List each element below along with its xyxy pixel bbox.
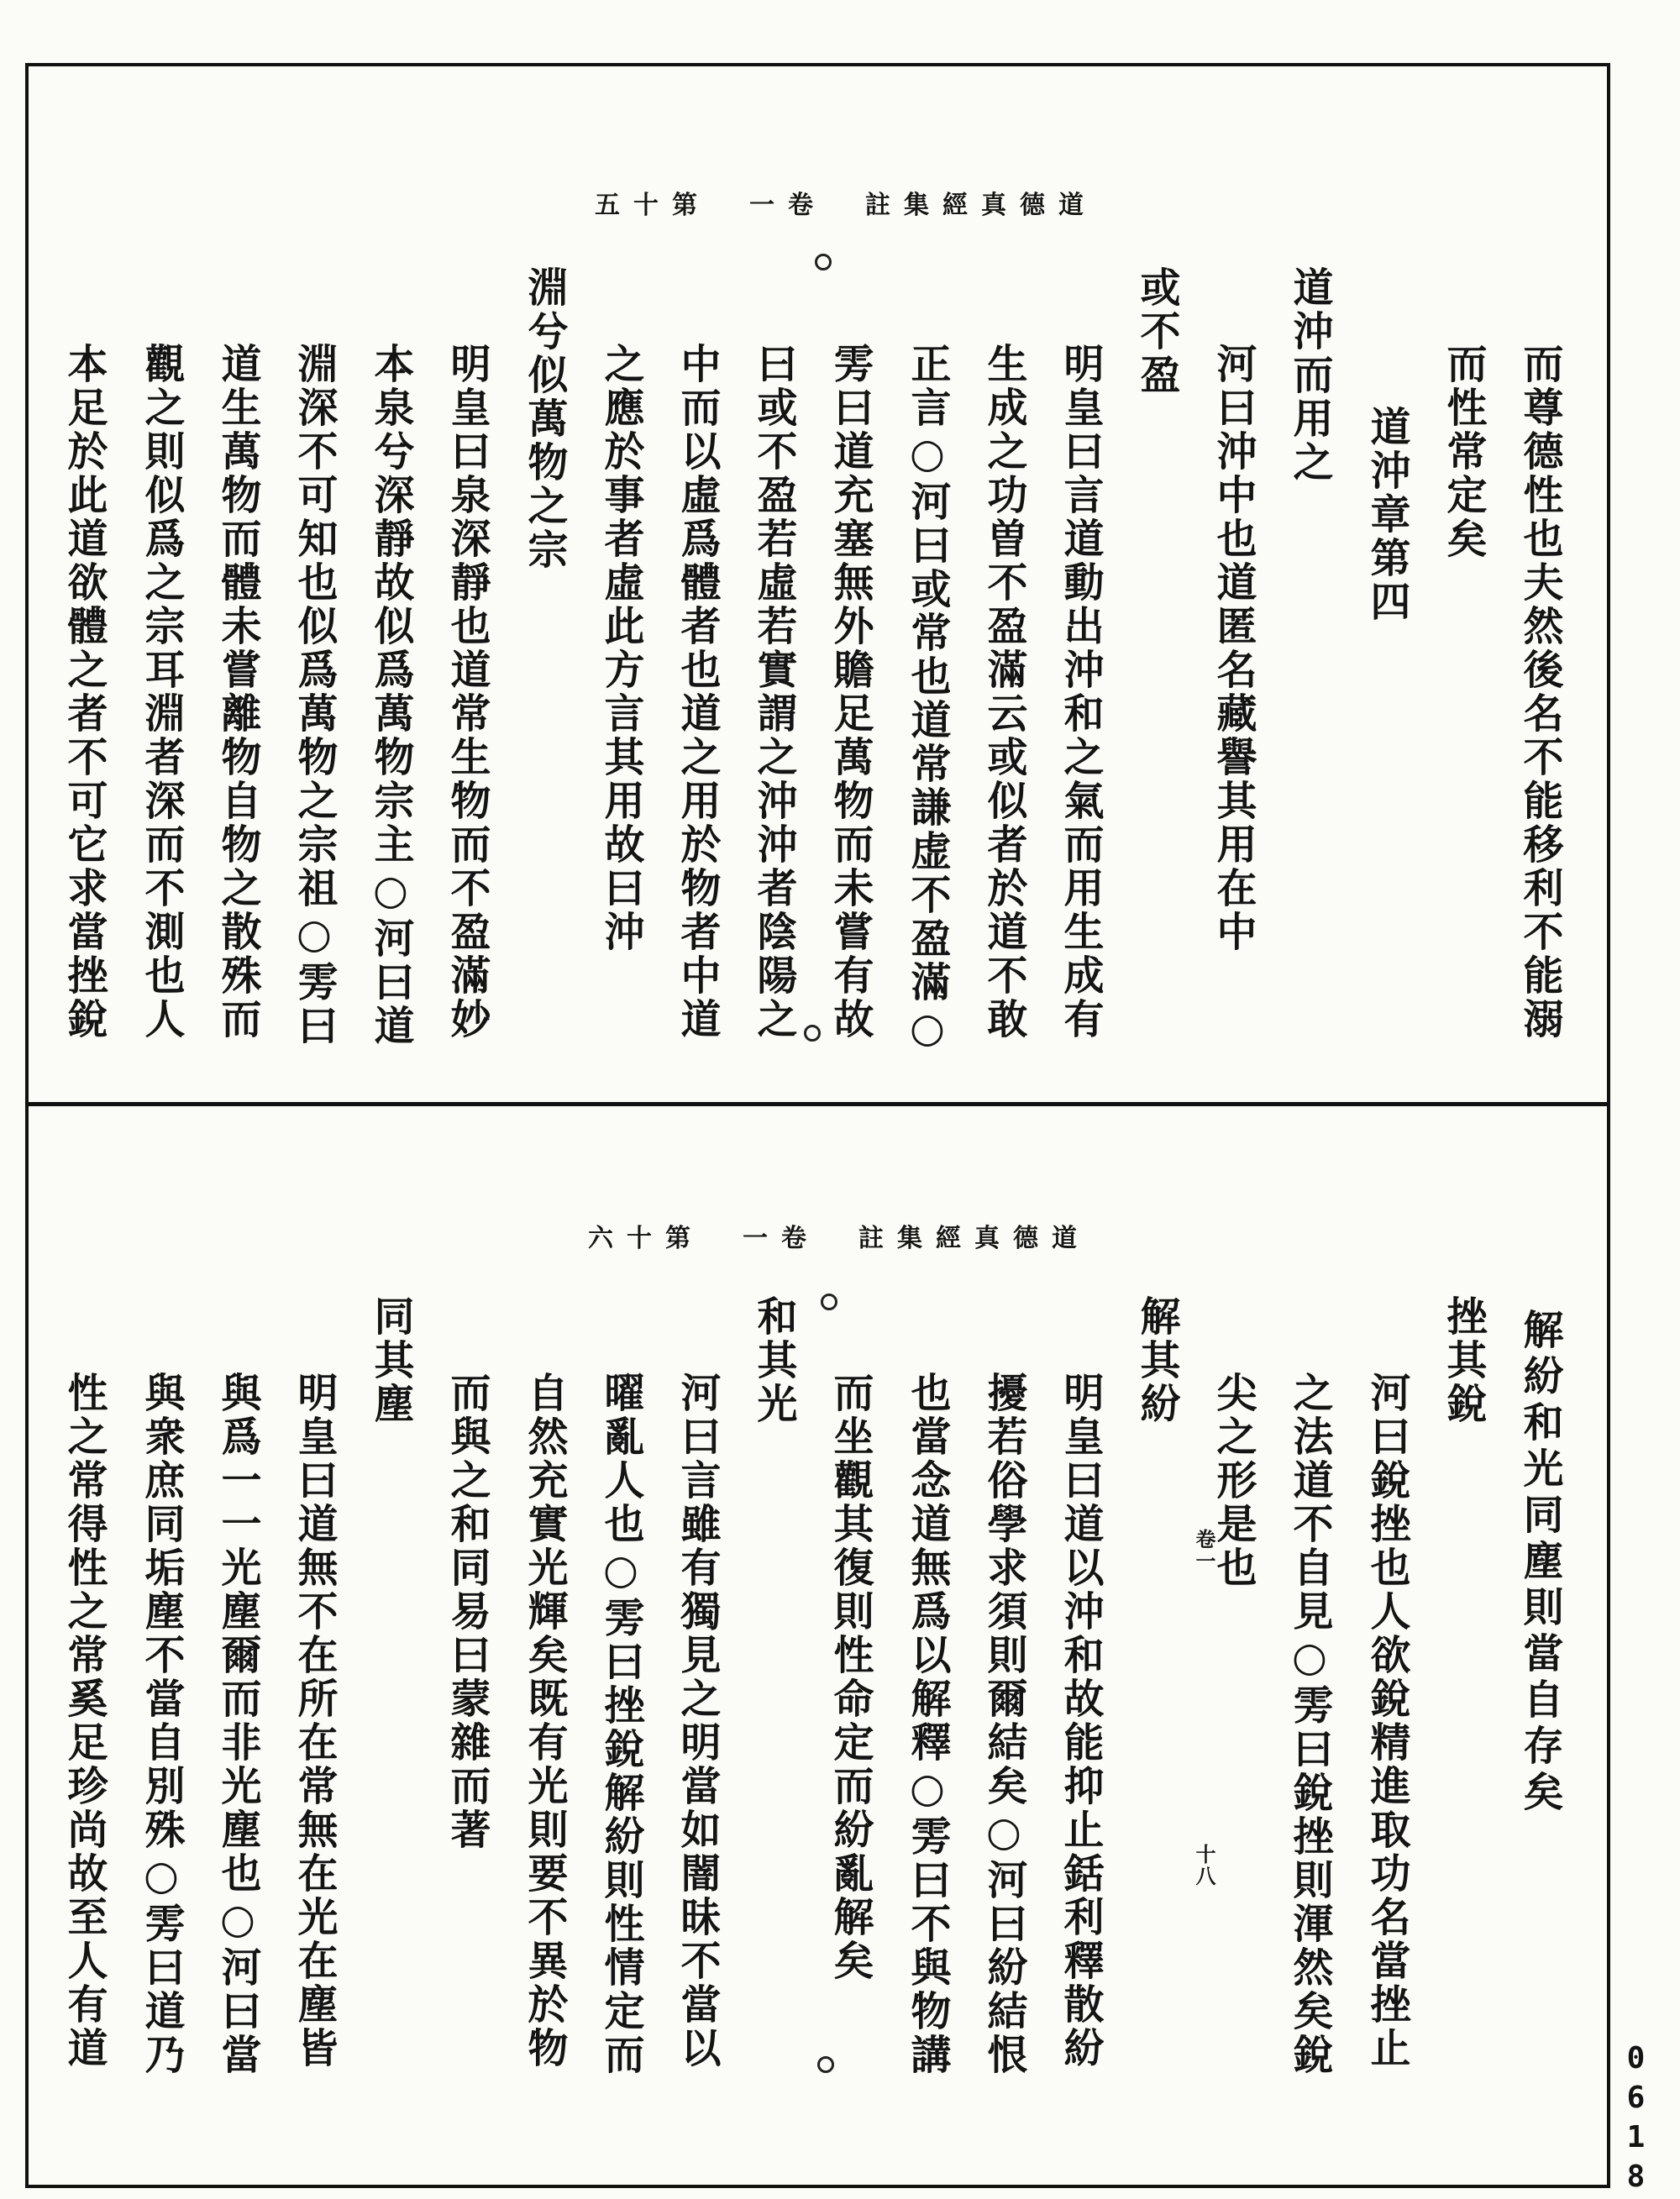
upper-running-header: 道德真經集註 卷一 第十五	[595, 191, 1097, 220]
upper-text-column-8: 生成之功曽不盈滿云或似者於道不敢	[980, 343, 1027, 1042]
upper-text-column-18: 道生萬物而體未嘗離物自物之散殊而	[214, 343, 261, 1042]
binding-hole-mark	[804, 1025, 821, 1042]
page-number: 0618	[1619, 2041, 1653, 2199]
lower-text-column-5: 尖之形是也	[1210, 1372, 1257, 1590]
lower-text-column-10: 而坐觀其復則性命定而紛亂解矣	[827, 1372, 874, 1983]
lower-text-column-12: 河曰言雖有獨見之明當如闇昧不當以	[674, 1372, 721, 2070]
lower-text-column-11: 和其光	[750, 1295, 797, 1426]
lower-text-column-2: 挫其銳	[1440, 1295, 1487, 1426]
page-divider	[25, 1102, 1610, 1106]
upper-text-column-4: 道沖而用之	[1286, 266, 1333, 485]
lower-text-column-8: 擾若俗學求須則爾結矣○河曰紛結恨	[980, 1372, 1027, 2077]
fold-volume-label: 卷一	[1192, 1529, 1216, 1572]
lower-text-column-17: 明皇曰道無不在所在常無在光在塵皆	[291, 1372, 338, 2070]
upper-text-column-5: 河曰沖中也道匿名藏譽其用在中	[1210, 343, 1257, 954]
fold-folio-label: 十八	[1192, 1844, 1216, 1887]
lower-text-column-18: 與爲一一光塵爾而非光塵也○河曰當	[214, 1372, 261, 2077]
lower-text-column-4: 之法道不自見○雱曰銳挫則渾然矣銳	[1286, 1372, 1333, 2077]
upper-text-column-20: 本足於此道欲體之者不可它求當挫銳	[60, 343, 108, 1042]
upper-text-column-10: 雱曰道充塞無外贍足萬物而未嘗有故	[827, 343, 874, 1042]
lower-text-column-14: 自然充實光輝矣既有光則要不異於物	[521, 1372, 568, 2070]
lower-text-column-16: 同其塵	[367, 1295, 414, 1426]
lower-text-column-20: 性之常得性之常奚足珍尚故至人有道	[60, 1372, 108, 2070]
lower-text-column-3: 河曰銳挫也人欲銳精進取功名當挫止	[1363, 1372, 1410, 2070]
upper-text-column-13: 之應於事者虛此方言其用故曰沖	[597, 343, 644, 954]
upper-text-column-6: 或不盈	[1133, 266, 1180, 397]
upper-text-column-12: 中而以虛爲體者也道之用於物者中道	[674, 343, 721, 1042]
upper-text-column-14: 淵兮似萬物之宗	[521, 266, 568, 572]
lower-text-column-7: 明皇曰道以沖和故能抑止銛利釋散紛	[1057, 1372, 1104, 2070]
binding-hole-mark	[815, 254, 832, 270]
upper-text-column-7: 明皇曰言道動出沖和之氣而用生成有	[1057, 343, 1104, 1042]
upper-text-column-15: 明皇曰泉深靜也道常生物而不盈滿妙	[444, 343, 491, 1042]
upper-text-column-9: 正言○河曰或常也道常謙虚不盈滿○	[904, 343, 951, 1055]
lower-text-column-19: 與衆庶同垢塵不當自別殊○雱曰道乃	[138, 1372, 185, 2077]
upper-text-column-1: 而尊德性也夫然後名不能移利不能溺	[1516, 343, 1563, 1042]
upper-text-column-19: 觀之則似爲之宗耳淵者深而不測也人	[138, 343, 185, 1042]
lower-text-column-15: 而與之和同易曰蒙雜而著	[444, 1372, 491, 1852]
upper-chapter-title: 道沖章第四	[1363, 406, 1410, 624]
upper-text-column-11: 曰或不盈若虛若實謂之沖沖者陰陽之	[750, 343, 797, 1042]
lower-text-column-13: 曜亂人也○雱曰挫銳解紛則性情定而	[597, 1372, 644, 2077]
lower-running-header: 道德真經集註 卷一 第十六	[588, 1224, 1090, 1253]
binding-hole-mark	[817, 2056, 834, 2073]
lower-text-column-9: 也當念道無爲以解釋○雱曰不與物講	[904, 1372, 951, 2077]
upper-text-column-17: 淵深不可知也似爲萬物之宗祖○雱曰	[291, 343, 338, 1048]
lower-text-column-1: 解紛和光同塵則當自存矣	[1516, 1309, 1563, 1817]
upper-text-column-2: 而性常定矣	[1440, 343, 1487, 561]
lower-text-column-6: 解其紛	[1133, 1295, 1180, 1426]
binding-hole-mark	[821, 1294, 837, 1310]
upper-text-column-16: 本泉兮深靜故似爲萬物宗主○河曰道	[367, 343, 414, 1048]
